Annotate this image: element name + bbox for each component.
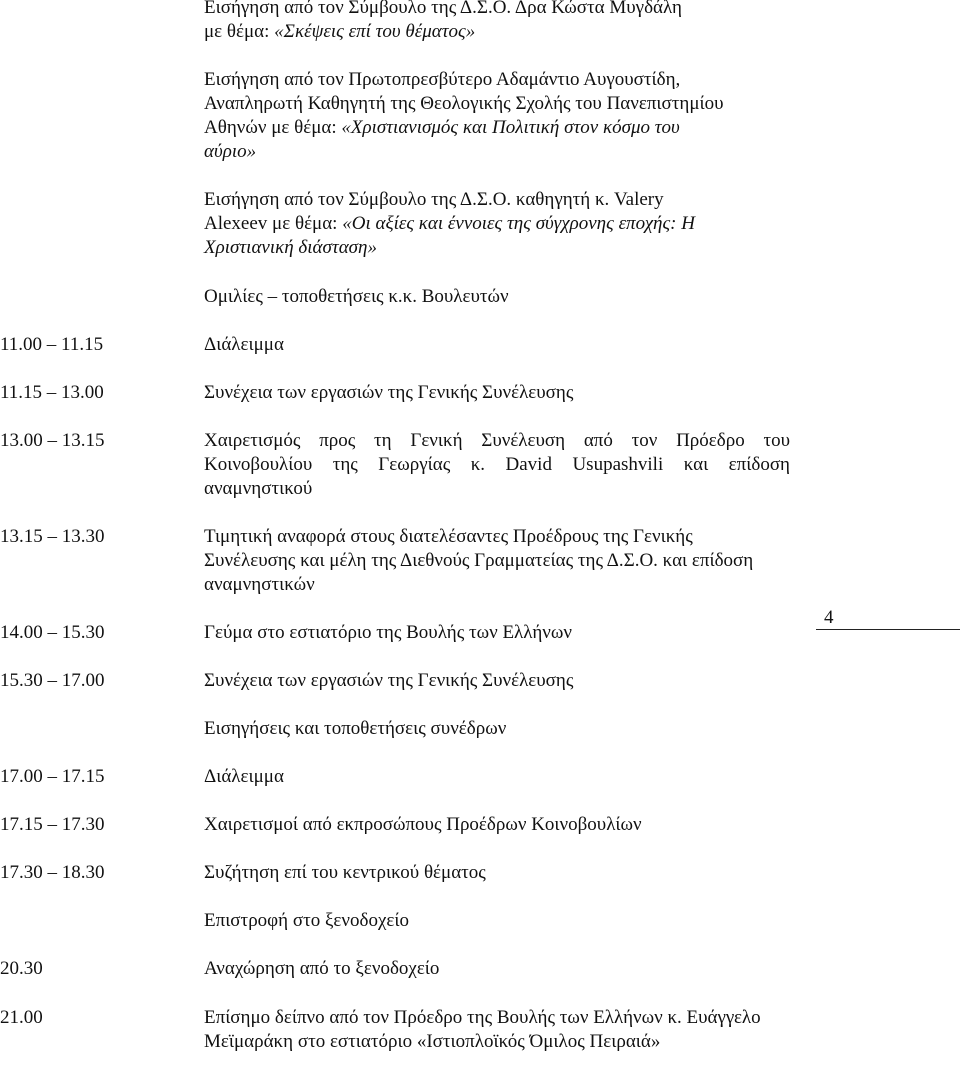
talk-3-topic: «Οι αξίες και έννοιες της σύγχρονης εποχής: Η	[342, 213, 695, 234]
talk-2-line-3	[204, 116, 680, 140]
schedule-item-5: Γεύμα στο εστιατόριο της Βουλής των Ελλήνων	[204, 622, 572, 643]
schedule-item-9: Χαιρετισμοί από εκπροσώπους Προέδρων Κοινοβουλίων	[204, 814, 642, 835]
schedule-time-3: 13.00 – 13.15	[0, 430, 105, 451]
talk-3-line-1: Εισήγηση από τον Σύμβουλο της Δ.Σ.Ο. καθηγητή κ. Valery	[204, 189, 664, 210]
talk-2-topic-end: αύριο»	[204, 141, 257, 162]
talk-2-line-4	[204, 140, 256, 164]
talk-2-line-2: Αναπληρωτή Καθηγητή της Θεολογικής Σχολής του Πανεπιστημίου	[204, 93, 724, 114]
schedule-item-8: Διάλειμμα	[204, 766, 284, 787]
schedule-time-12: 20.30	[0, 958, 43, 979]
talk-2-line-1: Εισήγηση από τον Πρωτοπρεσβύτερο Αδαμάντιο Αυγουστίδη,	[204, 69, 681, 90]
talk-1-line-1: Εισήγηση από τον Σύμβουλο της Δ.Σ.Ο. Δρα Κώστα Μυγδάλη	[204, 0, 682, 18]
schedule-time-6: 15.30 – 17.00	[0, 670, 105, 691]
page-number-rule	[816, 629, 960, 630]
talk-1-line-2	[204, 20, 475, 44]
schedule-item-13: Επίσημο δείπνο από τον Πρόεδρο της Βουλής των Ελλήνων κ. Ευάγγελο Μεϊμαράκη στο εστιατόριο «Ιστιοπλοϊκός Όμιλος Πειραιά»	[204, 1007, 761, 1052]
page-number: 4	[824, 607, 834, 628]
talk-3-topic-label: Alexeev με θέμα:	[204, 213, 343, 234]
schedule-item-10: Συζήτηση επί του κεντρικού θέματος	[204, 862, 486, 883]
schedule-item-1: Διάλειμμα	[204, 334, 284, 355]
schedule-time-10: 17.30 – 18.30	[0, 862, 105, 883]
schedule-time-1: 11.00 – 11.15	[0, 334, 104, 355]
speeches-line: Ομιλίες – τοποθετήσεις κ.κ. Βουλευτών	[204, 286, 509, 307]
talk-3-line-3	[204, 236, 377, 260]
schedule-time-5: 14.00 – 15.30	[0, 622, 105, 643]
schedule-item-11: Επιστροφή στο ξενοδοχείο	[204, 910, 409, 931]
schedule-time-4: 13.15 – 13.30	[0, 526, 105, 547]
schedule-item-3: Χαιρετισμός προς τη Γενική Συνέλευση από τον Πρόεδρο του Κοινοβουλίου της Γεωργίας κ. David Usupashvili και επίδοση αναμνηστικού	[204, 430, 790, 499]
talk-1-topic: «Σκέψεις επί του θέματος»	[274, 21, 476, 42]
talk-2-topic: «Χριστιανισμός και Πολιτική στον κόσμο του	[341, 117, 680, 138]
schedule-item-6: Συνέχεια των εργασιών της Γενικής Συνέλευσης	[204, 670, 574, 691]
schedule-time-2: 11.15 – 13.00	[0, 382, 104, 403]
schedule-time-13: 21.00	[0, 1007, 43, 1028]
schedule-item-4: Τιμητική αναφορά στους διατελέσαντες Προέδρους της Γενικής Συνέλευσης και μέλη της Διεθνούς Γραμματείας της Δ.Σ.Ο. και επίδοση αναμνηστικών	[204, 526, 754, 595]
schedule-item-12: Αναχώρηση από το ξενοδοχείο	[204, 958, 440, 979]
talk-3-line-2	[204, 212, 695, 236]
talk-1-topic-label: με θέμα:	[204, 21, 275, 42]
talk-3-topic-end: Χριστιανική διάσταση»	[204, 237, 377, 258]
talk-2-topic-label: Αθηνών με θέμα:	[204, 117, 342, 138]
schedule-item-7: Εισηγήσεις και τοποθετήσεις συνέδρων	[204, 718, 507, 739]
schedule-item-2: Συνέχεια των εργασιών της Γενικής Συνέλευσης	[204, 382, 574, 403]
schedule-time-8: 17.00 – 17.15	[0, 766, 105, 787]
schedule-time-9: 17.15 – 17.30	[0, 814, 105, 835]
